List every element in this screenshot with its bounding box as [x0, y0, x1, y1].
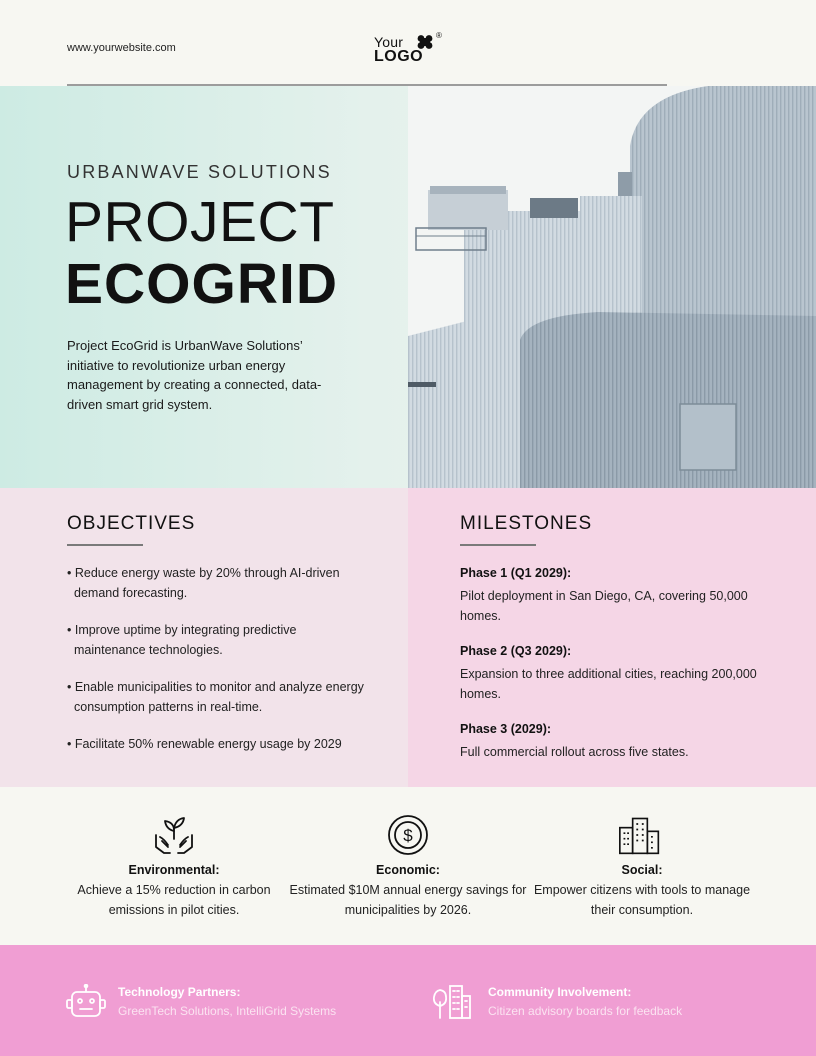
- milestone-phase: Phase 2 (Q3 2029):: [460, 644, 572, 658]
- logo-top-text: Your: [374, 34, 404, 50]
- city-buildings-icon: [618, 813, 662, 857]
- header: [0, 0, 816, 86]
- partners-text: GreenTech Solutions, IntelliGrid Systems: [118, 1004, 337, 1018]
- objectives-rule: [67, 544, 143, 546]
- impact-section: [0, 787, 816, 945]
- milestone-description: Full commercial rollout across five states.: [460, 745, 689, 759]
- logo-registered-mark: ®: [436, 31, 442, 40]
- impact-title: Social:: [621, 863, 663, 877]
- milestone-phase: Phase 1 (Q1 2029):: [460, 566, 572, 580]
- objective-item: • Facilitate 50% renewable energy usage by 2029: [67, 737, 342, 751]
- objective-item: • Reduce energy waste by 20% through AI-driven demand forecasting.: [67, 566, 340, 600]
- community-text: Citizen advisory boards for feedback: [488, 1004, 683, 1018]
- title-line-1: PROJECT: [65, 190, 335, 254]
- impact-text: Empower citizens with tools to manage their consumption.: [533, 883, 751, 917]
- milestone-description: Expansion to three additional cities, reaching 200,000 homes.: [460, 667, 757, 701]
- impact-title: Environmental:: [128, 863, 220, 877]
- website-link[interactable]: www.yourwebsite.com: [67, 42, 176, 54]
- milestones-heading: MILESTONES: [460, 513, 593, 534]
- industrial-building-photo: [408, 86, 816, 488]
- impact-title: Economic:: [376, 863, 440, 877]
- hands-plant-icon: [152, 813, 196, 857]
- svg-text:$: $: [403, 826, 413, 845]
- hero-section: [0, 86, 816, 488]
- title-line-2: ECOGRID: [65, 252, 339, 316]
- partners-title: Technology Partners:: [118, 985, 241, 999]
- milestones-rule: [460, 544, 536, 546]
- impact-text: Estimated $10M annual energy savings for municipalities by 2026.: [289, 883, 527, 917]
- tree-building-icon: [432, 984, 472, 1020]
- footer-band: [0, 945, 816, 1056]
- milestone-description: Pilot deployment in San Diego, CA, covering 50,000 homes.: [460, 589, 748, 623]
- logo-bottom-text: LOGO: [374, 48, 424, 65]
- logo: [374, 33, 454, 67]
- objective-item: • Enable municipalities to monitor and analyze energy consumption patterns in real-time.: [67, 680, 364, 714]
- dollar-coin-icon: [386, 813, 430, 857]
- logo-mark-icon: [417, 35, 433, 49]
- robot-icon: [66, 984, 106, 1020]
- objectives-list: [67, 564, 367, 773]
- impact-text: Achieve a 15% reduction in carbon emissions in pilot cities.: [77, 883, 271, 917]
- milestones-list: [460, 564, 760, 779]
- intro-paragraph: Project EcoGrid is UrbanWave Solutions’ initiative to revolutionize urban energy management by creating a connected, data-driven smart grid system.: [67, 338, 322, 412]
- objectives-heading: OBJECTIVES: [67, 513, 196, 534]
- company-name: URBANWAVE SOLUTIONS: [67, 162, 332, 182]
- milestone-phase: Phase 3 (2029):: [460, 722, 552, 736]
- objective-item: • Improve uptime by integrating predictive maintenance technologies.: [67, 623, 297, 657]
- community-title: Community Involvement:: [488, 985, 632, 999]
